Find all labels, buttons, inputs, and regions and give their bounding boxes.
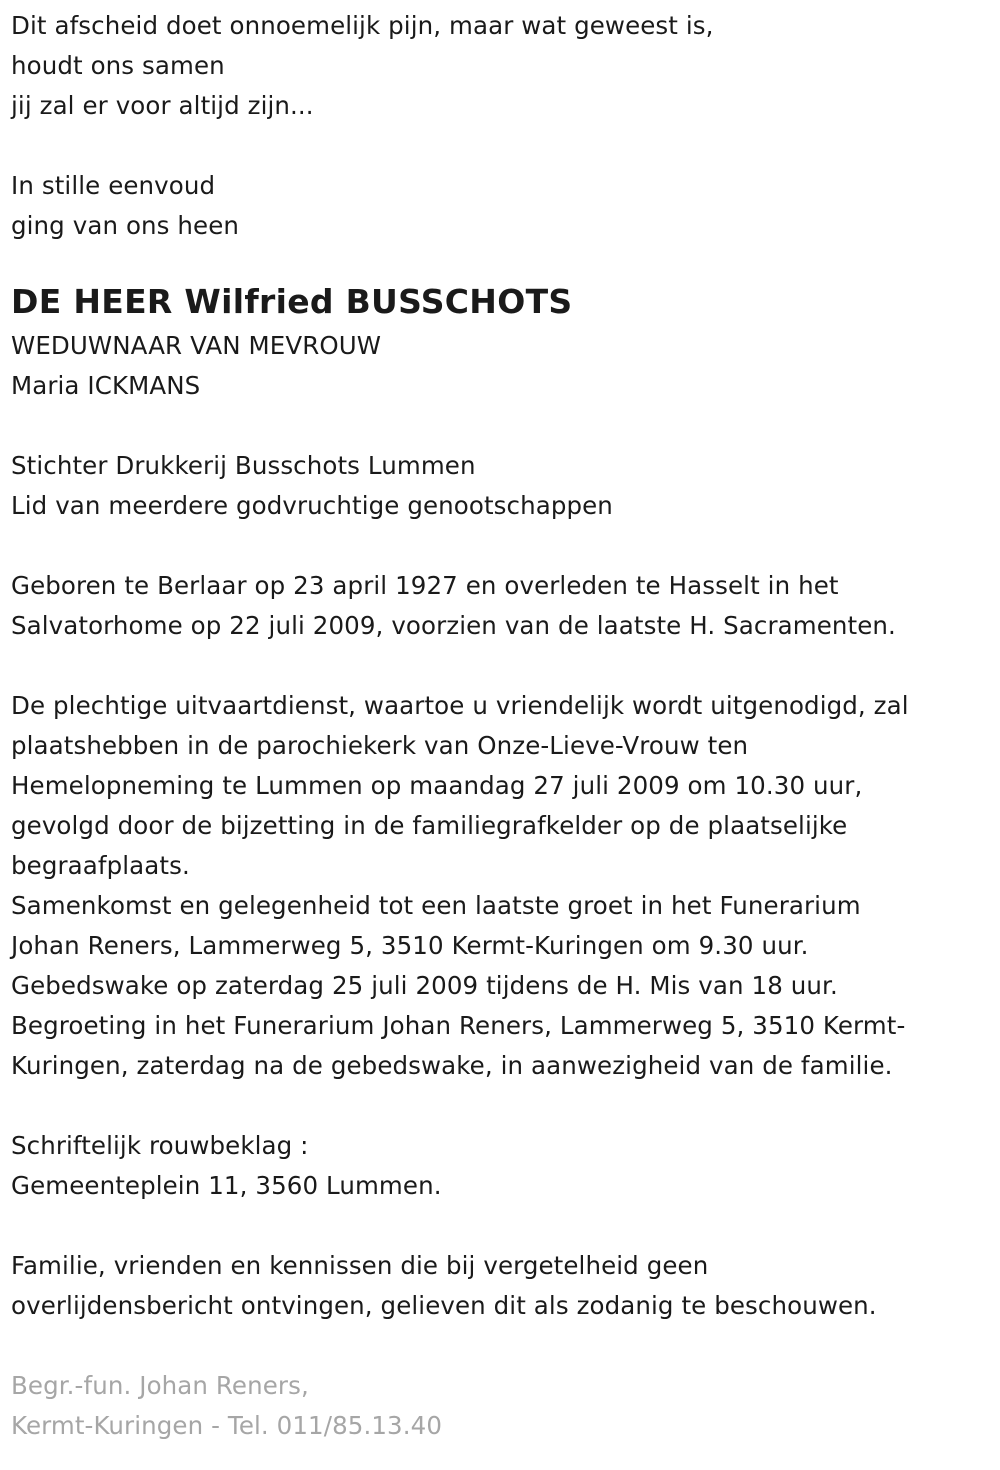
service-line: Kuringen, zaterdag na de gebedswake, in aanwezigheid van de familie.	[11, 1051, 893, 1080]
deceased-name: DE HEER Wilfried BUSSCHOTS	[11, 282, 573, 321]
service-line: Hemelopneming te Lummen op maandag 27 juli 2009 om 10.30 uur,	[11, 771, 863, 800]
obituary-document	[11, 6, 991, 1446]
birth-death-block	[11, 566, 991, 646]
condolences-line: Schriftelijk rouwbeklag :	[11, 1131, 309, 1160]
role-line: Lid van meerdere godvruchtige genootschappen	[11, 491, 613, 520]
service-line: plaatshebben in de parochiekerk van Onze-Lieve-Vrouw ten	[11, 731, 749, 760]
intro-line: ging van ons heen	[11, 211, 240, 240]
verse-line: Dit afscheid doet onnoemelijk pijn, maar wat geweest is,	[11, 11, 714, 40]
spacer	[11, 646, 991, 686]
service-line: begraafplaats.	[11, 851, 190, 880]
funeral-home-line: Begr.-fun. Johan Reners,	[11, 1371, 309, 1400]
service-line: Begroeting in het Funerarium Johan Reners, Lammerweg 5, 3510 Kermt-	[11, 1011, 906, 1040]
service-line: Johan Reners, Lammerweg 5, 3510 Kermt-Kuringen om 9.30 uur.	[11, 931, 809, 960]
service-line: Gebedswake op zaterdag 25 juli 2009 tijdens de H. Mis van 18 uur.	[11, 971, 838, 1000]
spacer	[11, 1086, 991, 1126]
verse-block	[11, 6, 991, 126]
verse-line: houdt ons samen	[11, 51, 225, 80]
intro-block	[11, 166, 991, 246]
condolences-line: Gemeenteplein 11, 3560 Lummen.	[11, 1171, 442, 1200]
spacer	[11, 126, 991, 166]
funeral-home-line: Kermt-Kuringen - Tel. 011/85.13.40	[11, 1411, 443, 1440]
spacer	[11, 1206, 991, 1246]
service-line: De plechtige uitvaartdienst, waartoe u vriendelijk wordt uitgenodigd, zal	[11, 691, 909, 720]
service-line: gevolgd door de bijzetting in de familiegrafkelder op de plaatselijke	[11, 811, 848, 840]
service-line: Samenkomst en gelegenheid tot een laatste groet in het Funerarium	[11, 891, 861, 920]
role-line: Stichter Drukkerij Busschots Lummen	[11, 451, 476, 480]
funeral-home-block	[11, 1366, 991, 1446]
spacer	[11, 406, 991, 446]
notice-line: overlijdensbericht ontvingen, gelieven dit als zodanig te beschouwen.	[11, 1291, 877, 1320]
intro-line: In stille eenvoud	[11, 171, 216, 200]
notice-line: Familie, vrienden en kennissen die bij vergetelheid geen	[11, 1251, 709, 1280]
roles-block	[11, 446, 991, 526]
birth-death-line: Salvatorhome op 22 juli 2009, voorzien van de laatste H. Sacramenten.	[11, 611, 896, 640]
notice-block	[11, 1246, 991, 1326]
spouse-line: WEDUWNAAR VAN MEVROUW	[11, 331, 382, 360]
spacer	[11, 1326, 991, 1366]
condolences-block	[11, 1126, 991, 1206]
spouse-block	[11, 326, 991, 406]
service-block	[11, 686, 991, 1086]
spacer	[11, 526, 991, 566]
spouse-line: Maria ICKMANS	[11, 371, 201, 400]
verse-line: jij zal er voor altijd zijn...	[11, 91, 314, 120]
birth-death-line: Geboren te Berlaar op 23 april 1927 en overleden te Hasselt in het	[11, 571, 839, 600]
